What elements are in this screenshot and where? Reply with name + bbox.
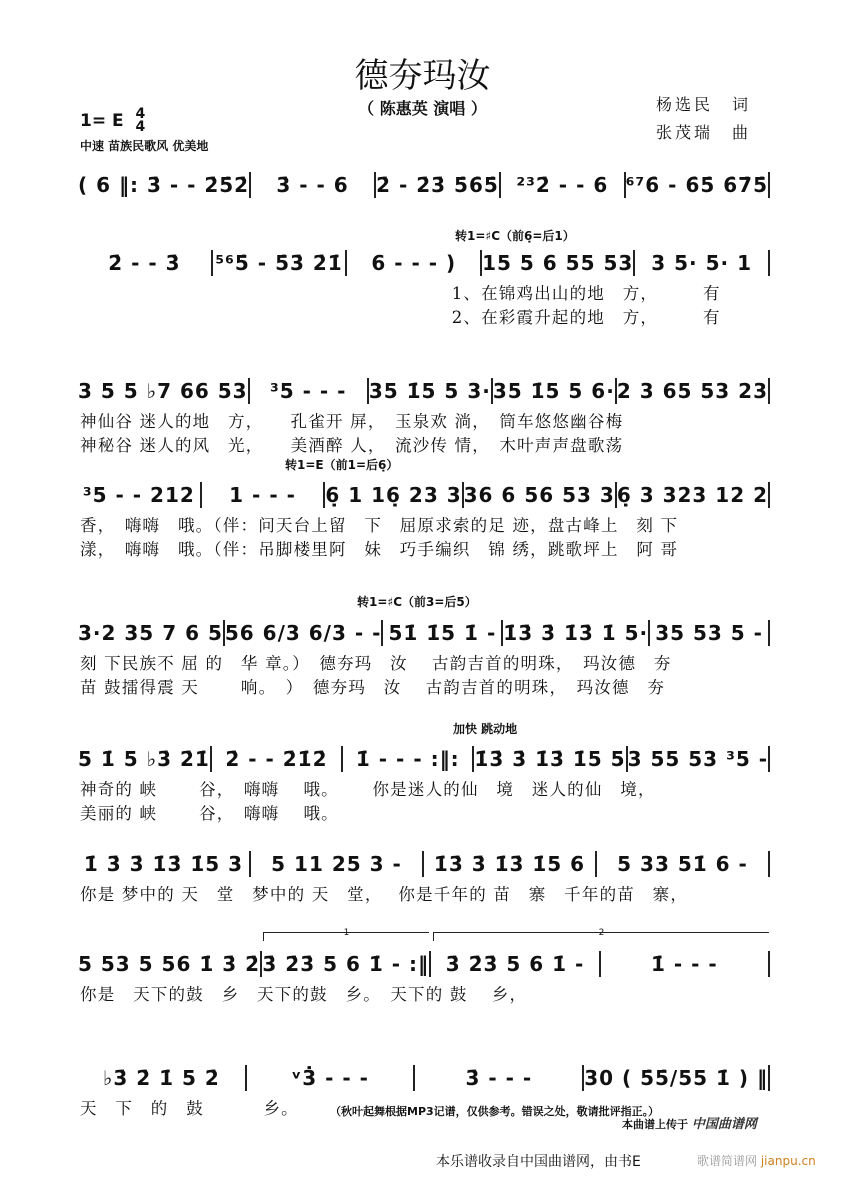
measure: 5 53 5 56 1̇ 3̇ 2̇ [78, 952, 261, 976]
lyric-line: 你是 天下的鼓 乡 天下的鼓 乡。 天下的 鼓 乡， [80, 985, 528, 1004]
lyric-line: 神仙谷 迷人的地 方， 孔雀开 屏， 玉泉欢 淌， 筒车悠悠幽谷梅 [80, 412, 624, 431]
measure: 2 3 65 53 23 [616, 379, 768, 403]
lyric-line: 神秘谷 迷人的风 光， 美酒醉 人， 流沙传 情， 木叶声声盘歌荡 [80, 436, 624, 455]
measure: 35 53 5 - [655, 621, 763, 645]
measure: 3̇ 2̇3̇ 5 6 1̇ - [445, 952, 585, 976]
measure: ²³2̇ - - 6 [516, 173, 609, 197]
notation-line [78, 482, 770, 508]
watermark-text: 歌谱简谱网 [697, 1154, 758, 1168]
measure: 3̇ - - - [465, 1066, 533, 1090]
measure: 2̇ - 2̇3̇ 5̇6̇5̇ [376, 173, 499, 197]
measure: 1̇ - - - [650, 952, 718, 976]
lyric-line: 天 下 的 鼓 乡。 [80, 1099, 299, 1118]
measure: 1̇3̇ 3̇ 1̇3̇ 1̇5 5 [474, 747, 626, 771]
measure: ( 6 ‖: 3̇ - - 2̇5̇2̇ [78, 173, 250, 197]
lyric-line: 美丽的 峡 谷， 嗨嗨 哦。 [80, 804, 339, 823]
time-signature [136, 108, 146, 134]
bar-line [768, 482, 770, 508]
modulation-1: 转1=♯C（前6̣=后1） [455, 229, 575, 243]
notation-line [78, 851, 770, 877]
source-text: 本乐谱收录自中国曲谱网，由书Ε [436, 1154, 641, 1170]
tempo-change: 加快 跳动地 [453, 722, 518, 736]
measure: 1̇ - - - :‖: [355, 747, 460, 771]
time-top: 4 [135, 106, 146, 122]
measure: 1̇3̇ 3̇ 1̇3̇ 1̇5 6 [433, 852, 586, 876]
measure: ᵛ3̇ - - - [291, 1066, 369, 1090]
measure: 3 55 53 ³5 - [627, 747, 769, 771]
time-bottom: 4 [135, 119, 146, 135]
watermark-url: jianpu.cn [760, 1154, 816, 1168]
lyric-line: 神奇的 峡 谷， 嗨嗨 哦。 你是迷人的仙 境 迷人的仙 境， [80, 780, 656, 799]
measure: 56 6/3 6/3 - - [224, 621, 382, 645]
bar-line [768, 172, 770, 198]
measure: 3 5· 5· 1 [651, 251, 753, 275]
notation-line [78, 378, 770, 404]
measure: 6̣ 3 323 12 2 [616, 483, 769, 507]
measure: 5 1̇ 5 ♭3̇ 2̇1̇ [78, 747, 210, 771]
bar-line [768, 851, 770, 877]
measure: ⁶⁷6̇ - 6̇5̇ 6̇7̇5̇ [625, 173, 768, 197]
bar-line [768, 951, 770, 977]
lyric-line: 漾， 嗨嗨 哦。（伴：吊脚楼里阿 妹 巧手编织 锦 绣，跳歌坪上 阿 哥 [80, 540, 679, 559]
bar-line [768, 746, 770, 772]
volta-1: 1 [263, 932, 429, 941]
measure: 1 - - - [229, 483, 296, 507]
measure: 3·2 35 7 6 5 [78, 621, 223, 645]
measure: 3̇ 2̇3̇ 5 6 1̇ - :‖ [262, 952, 429, 976]
song-title: 德夯玛汝 [354, 56, 491, 96]
lyric-line: 香， 嗨嗨 哦。（伴：问天台上留 下 屈原求索的足 迹，盘古峰上 刻 下 [80, 516, 679, 535]
measure: 15 5 6 55 53 [482, 251, 634, 275]
lyric-line: 苗 鼓擂得震 天 响。 ） 德夯玛 汝 古韵吉首的明珠， 玛汝德 夯 [80, 678, 666, 697]
lyricist: 杨选民 词 [656, 95, 752, 114]
lyric-line: 刻 下民族不 屈 的 华 章。） 德夯玛 汝 古韵吉首的明珠， 玛汝德 夯 [80, 654, 672, 673]
bar-line [768, 620, 770, 646]
notation-line [78, 1065, 770, 1091]
bar-line [768, 1065, 770, 1091]
notation-line [78, 746, 770, 772]
measure: 3 5 5 ♭7 66 53 [78, 379, 248, 403]
measure: 35 1̇5 5 6· [492, 379, 615, 403]
volta-2: 2 [433, 932, 769, 941]
measure: 5 33 51̇ 6 - [617, 852, 748, 876]
notation-line [78, 951, 770, 977]
watermark [697, 1152, 816, 1169]
tempo-marking: 中速 苗族民歌风 优美地 [80, 139, 209, 153]
site-logo[interactable]: 中国曲谱网 [691, 1117, 757, 1132]
transcriber-note: （秋叶起舞根据MP3记谱，仅供参考。错误之处，敬请批评指正。） [330, 1105, 660, 1118]
modulation-3: 转1=♯C（前3=后5） [357, 595, 477, 609]
measure: 36 6 56 53 3 [463, 483, 615, 507]
bar-line [768, 378, 770, 404]
key-signature [80, 108, 145, 134]
measure: 1̇3̇ 3̇ 1̇3̇ 1̇ 5· [503, 621, 649, 645]
measure: 2̇ - - 2̇1̇2̇ [225, 747, 328, 771]
notation-line [78, 250, 770, 276]
measure: 5 11 25 3 - [271, 852, 402, 876]
notation-line [78, 620, 770, 646]
singer: （ 陈惠英 演唱 ） [358, 99, 487, 118]
lyric-line: 2、在彩霞升起的地 方， 有 [80, 308, 721, 327]
modulation-2: 转1=E（前1=后6̣） [285, 458, 399, 472]
measure: 2̇ - - 3̇ [108, 251, 181, 275]
measure: ³5 - - 212 [82, 483, 195, 507]
measure: 30 ( 5̇5̇/55 1̇ ) ‖ [584, 1066, 769, 1090]
measure: 1̇ 3̇ 3̇ 1̇3̇ 1̇5 3 [83, 852, 244, 876]
notation-line [78, 172, 770, 198]
measure: 51̇ 1̇5 1̇ - [388, 621, 497, 645]
upload-credit [622, 1113, 757, 1132]
lyric-line: 1、在锦鸡出山的地 方， 有 [80, 284, 721, 303]
upload-text: 本曲谱上传于 [622, 1118, 688, 1131]
measure: ⁵⁶5̇ - 5̇3̇ 2̇1̇ [215, 251, 343, 275]
key: 1= E [80, 111, 124, 131]
measure: ³5 - - - [269, 379, 347, 403]
measure: 6̣ 1 16̣ 23 3 [325, 483, 462, 507]
measure: 3̇ - - 6 [276, 173, 349, 197]
lyric-line: 你是 梦中的 天 堂 梦中的 天 堂， 你是千年的 苗 寨 千年的苗 寨， [80, 885, 689, 904]
measure: 6 - - - ) [371, 251, 457, 275]
measure: ♭3̇ 2̇ 1̇ 5 2̇ [102, 1066, 220, 1090]
bar-line [768, 250, 770, 276]
composer: 张茂瑞 曲 [656, 123, 752, 142]
measure: 35 1̇5 5 3· [368, 379, 491, 403]
